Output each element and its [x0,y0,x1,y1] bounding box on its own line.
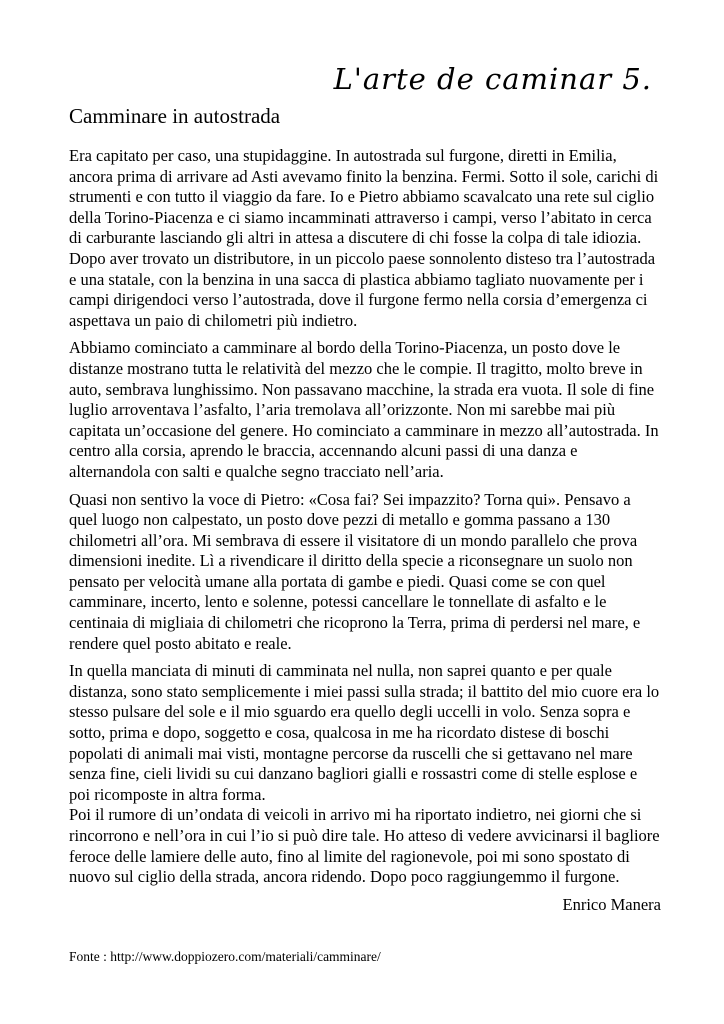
author-signature: Enrico Manera [562,894,661,914]
document-title: L'arte de caminar 5. [333,62,652,96]
paragraph: Poi il rumore di un’ondata di veicoli in arrivo mi ha riportato indietro, nei giorni che si rincorrono e nell’ora in cui l’io si può dire tale. Ho atteso di vedere avvicinarsi il bagliore feroce delle lamiere delle auto, fino al limite del ragionevole, poi mi sono spostato di nuovo sul ciglio della strada, ancora ridendo. Dopo poco raggiungemmo il furgone. [69,805,660,887]
paragraph: In quella manciata di minuti di camminata nel nulla, non saprei quanto e per quale distanza, sono stato semplicemente i miei passi sulla strada; il battito del mio cuore era lo stesso pulsare del sole e il mio sguardo era quello degli uccelli in volo. Senza sopra e sotto, prima e dopo, soggetto e cosa, qualcosa in me ha ricordato distese di boschi popolati di animali mai visti, montagne percorse da ruscelli che si gettavano nel mare senza fine, cieli lividi su cui danzano bagliori gialli e rossastri come di stelle esplose e poi ricomposte in altra forma. [69,661,660,804]
section-heading: Camminare in autostrada [69,104,281,128]
paragraph: Quasi non sentivo la voce di Pietro: «Cosa fai? Sei impazzito? Torna qui». Pensavo a quel luogo non calpestato, un posto dove pezzi di metallo e gomma passano a 130 chilometri all’ora. Mi sembrava di essere il visitatore di un mondo parallelo che prova dimensioni inedite. Lì a rivendicare il diritto della specie a riconsegnare un suolo non pensato per velocità umane alla portata di gambe e piedi. Quasi come se con quel camminare, incerto, lento e solenne, potessi cancellare le tonnellate di asfalto e le centinaia di migliaia di chilometri che ricoprono la Terra, prima di perdersi nel mare, e rendere quel posto abitato e reale. [69,489,641,653]
article-body [69,146,661,915]
paragraph: Era capitato per caso, una stupidaggine. In autostrada sul furgone, diretti in Emilia, ancora prima di arrivare ad Asti avevamo finito la benzina. Fermi. Sotto il sole, carichi di strumenti e con tutto il viaggio da fare. Io e Pietro abbiamo scavalcato una rete sul ciglio della Torino-Piacenza e ci siamo incamminati attraverso i campi, verso l’abitato in cerca di carburante lasciando gli altri in attesa a discutere di chi fosse la colpa di tale idiozia. Dopo aver trovato un distributore, in un piccolo paese sonnolento disteso tra l’autostrada e una statale, con la benzina in una sacca di plastica abbiamo tagliato nuovamente per i campi dirigendoci verso l’autostrada, dove il furgone fermo nella corsia d’emergenza ci aspettava un paio di chilometri più indietro. [69,146,659,330]
paragraph: Abbiamo cominciato a camminare al bordo della Torino-Piacenza, un posto dove le distanze mostrano tutta le relatività del mezzo che le compie. Il tragitto, molto breve in auto, sembrava lunghissimo. Non passavano macchine, la strada era vuota. Il sole di fine luglio arroventava l’asfalto, l’aria tremolava all’orizzonte. Non mi sarebbe mai più capitata un’occasione del genere. Ho cominciato a camminare in mezzo all’autostrada. In centro alla corsia, aprendo le braccia, accennando alcuni passi di una danza e alternandola con salti e qualche segno tracciato nell’aria. [69,338,659,481]
source-citation: Fonte : http://www.doppiozero.com/materiali/camminare/ [69,949,381,964]
